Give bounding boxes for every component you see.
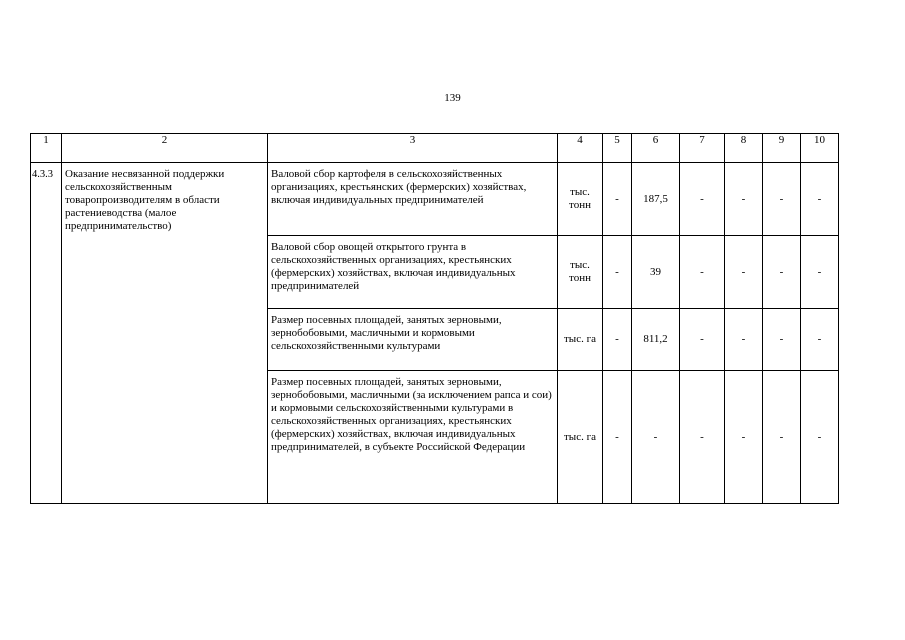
item-number: 4.3.3 (31, 163, 62, 504)
value-cell: - (603, 309, 632, 371)
value-cell: - (632, 371, 680, 504)
header-cell: 2 (62, 134, 268, 163)
value-cell: - (801, 236, 839, 309)
indicator-cell: Размер посевных площадей, занятых зерновыми, зернобобовыми, масличными (за исключением рапса и сои) и кормовыми сельскохозяйственными культурами в сельскохозяйственных организациях, крестьянских (фермерских) хозяйствах, включая индивидуальных предпринимателей, в субъекте Российской Федерации (268, 371, 558, 504)
value-cell: - (763, 163, 801, 236)
unit-cell: тыс. га (558, 371, 603, 504)
value-cell: - (680, 309, 725, 371)
unit-cell: тыс. тонн (558, 236, 603, 309)
header-cell: 5 (603, 134, 632, 163)
table-row (31, 163, 839, 236)
value-cell: - (763, 371, 801, 504)
header-cell: 7 (680, 134, 725, 163)
value-cell: - (801, 163, 839, 236)
value-cell: 39 (632, 236, 680, 309)
value-cell: - (763, 236, 801, 309)
indicator-cell: Валовой сбор овощей открытого грунта в сельскохозяйственных организациях, крестьянских (фермерских) хозяйствах, включая индивидуальных предпринимателей (268, 236, 558, 309)
page-number: 139 (444, 92, 461, 104)
value-cell: - (603, 371, 632, 504)
unit-cell: тыс. га (558, 309, 603, 371)
value-cell: - (603, 236, 632, 309)
value-cell: 811,2 (632, 309, 680, 371)
value-cell: - (725, 163, 763, 236)
indicators-table (30, 133, 839, 504)
value-cell: 187,5 (632, 163, 680, 236)
value-cell: - (725, 371, 763, 504)
value-cell: - (603, 163, 632, 236)
value-cell: - (801, 371, 839, 504)
header-cell: 8 (725, 134, 763, 163)
header-cell: 10 (801, 134, 839, 163)
header-cell: 1 (31, 134, 62, 163)
value-cell: - (801, 309, 839, 371)
indicator-cell: Валовой сбор картофеля в сельскохозяйственных организациях, крестьянских (фермерских) хозяйствах, включая индивидуальных предпринимателей (268, 163, 558, 236)
header-cell: 4 (558, 134, 603, 163)
header-row (31, 134, 839, 163)
value-cell: - (763, 309, 801, 371)
header-cell: 9 (763, 134, 801, 163)
value-cell: - (680, 371, 725, 504)
item-name: Оказание несвязанной поддержки сельскохозяйственным товаропроизводителям в области растениеводства (малое предпринимательство) (62, 163, 268, 504)
header-cell: 3 (268, 134, 558, 163)
value-cell: - (680, 163, 725, 236)
header-cell: 6 (632, 134, 680, 163)
indicator-cell: Размер посевных площадей, занятых зерновыми, зернобобовыми, масличными и кормовыми сельскохозяйственными культурами (268, 309, 558, 371)
value-cell: - (680, 236, 725, 309)
value-cell: - (725, 236, 763, 309)
value-cell: - (725, 309, 763, 371)
unit-cell: тыс. тонн (558, 163, 603, 236)
